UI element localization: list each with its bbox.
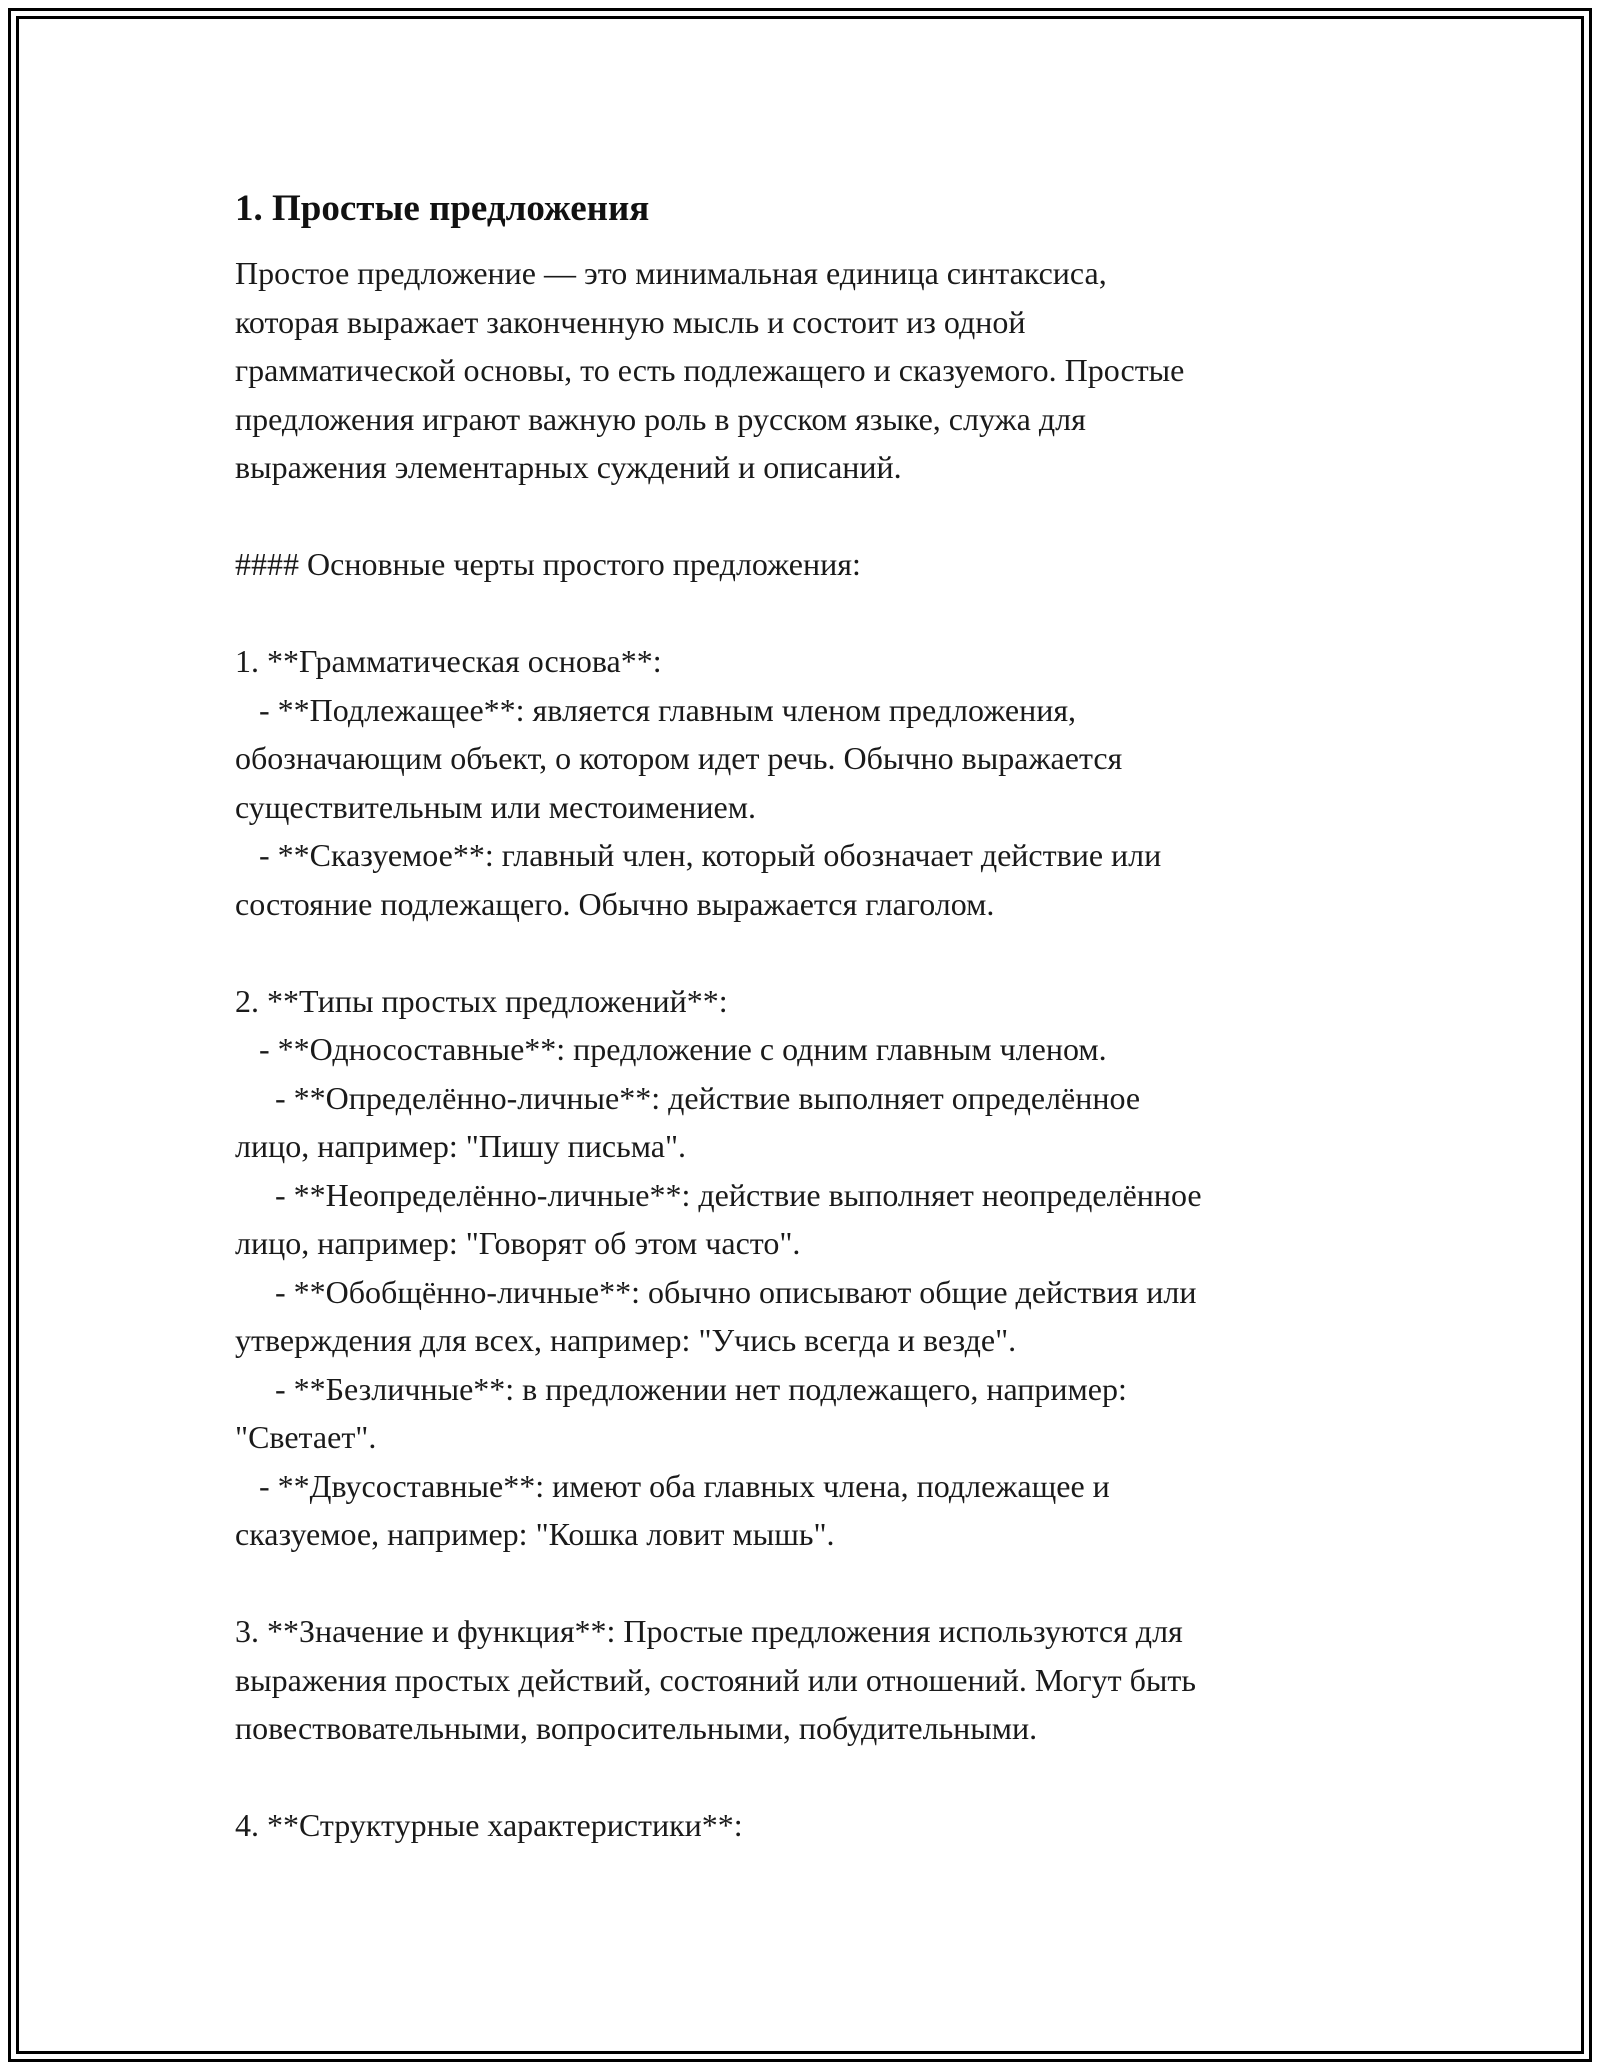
spacer: [235, 1753, 1375, 1802]
list-item-meaning-function: 3. **Значение и функция**: Простые предложения используются для выражения простых действий, состояний или отношений. Могут быть повествовательными, вопросительными, побудительными.: [235, 1613, 1196, 1746]
spacer: [235, 1559, 1375, 1608]
list-item-grammatical-basis: 1. **Грамматическая основа**: - **Подлежащее**: является главным членом предложения, обозначающим объект, о котором идет речь. Обычно выражается существительным или местоимением. - **Сказуемое**: главный член, который обозначает действие или состояние подлежащего. Обычно выражается глаголом.: [235, 643, 1162, 922]
section-heading: 1. Простые предложения: [235, 188, 650, 229]
spacer: [235, 492, 1375, 541]
subheading-line: #### Основные черты простого предложения:: [235, 546, 861, 582]
intro-paragraph: Простое предложение — это минимальная единица синтаксиса, которая выражает законченную мысль и состоит из одной грамматической основы, то есть подлежащего и сказуемого. Простые предложения играют важную роль в русском языке, служа для выражения элементарных суждений и описаний.: [235, 255, 1185, 485]
spacer: [235, 589, 1375, 638]
document-body: [235, 185, 1375, 1850]
list-item-structural: 4. **Структурные характеристики**:: [235, 1807, 743, 1843]
list-item-sentence-types: 2. **Типы простых предложений**: - **Односоставные**: предложение с одним главным членом. - **Определённо-личные**: действие выполняет определённое лицо, например: "Пишу письма". - **Неопределённо-личные**: действие выполняет неопределённое лицо, например: "Говорят об этом часто". - **Обобщённо-личные**: обычно описывают общие действия или утверждения для всех, например: "Учись всегда и везде". - **Безличные**: в предложении нет подлежащего, например: "Светает". - **Двусоставные**: имеют оба главных члена, подлежащее и сказуемое, например: "Кошка ловит мышь".: [235, 982, 1202, 1552]
spacer: [235, 928, 1375, 977]
